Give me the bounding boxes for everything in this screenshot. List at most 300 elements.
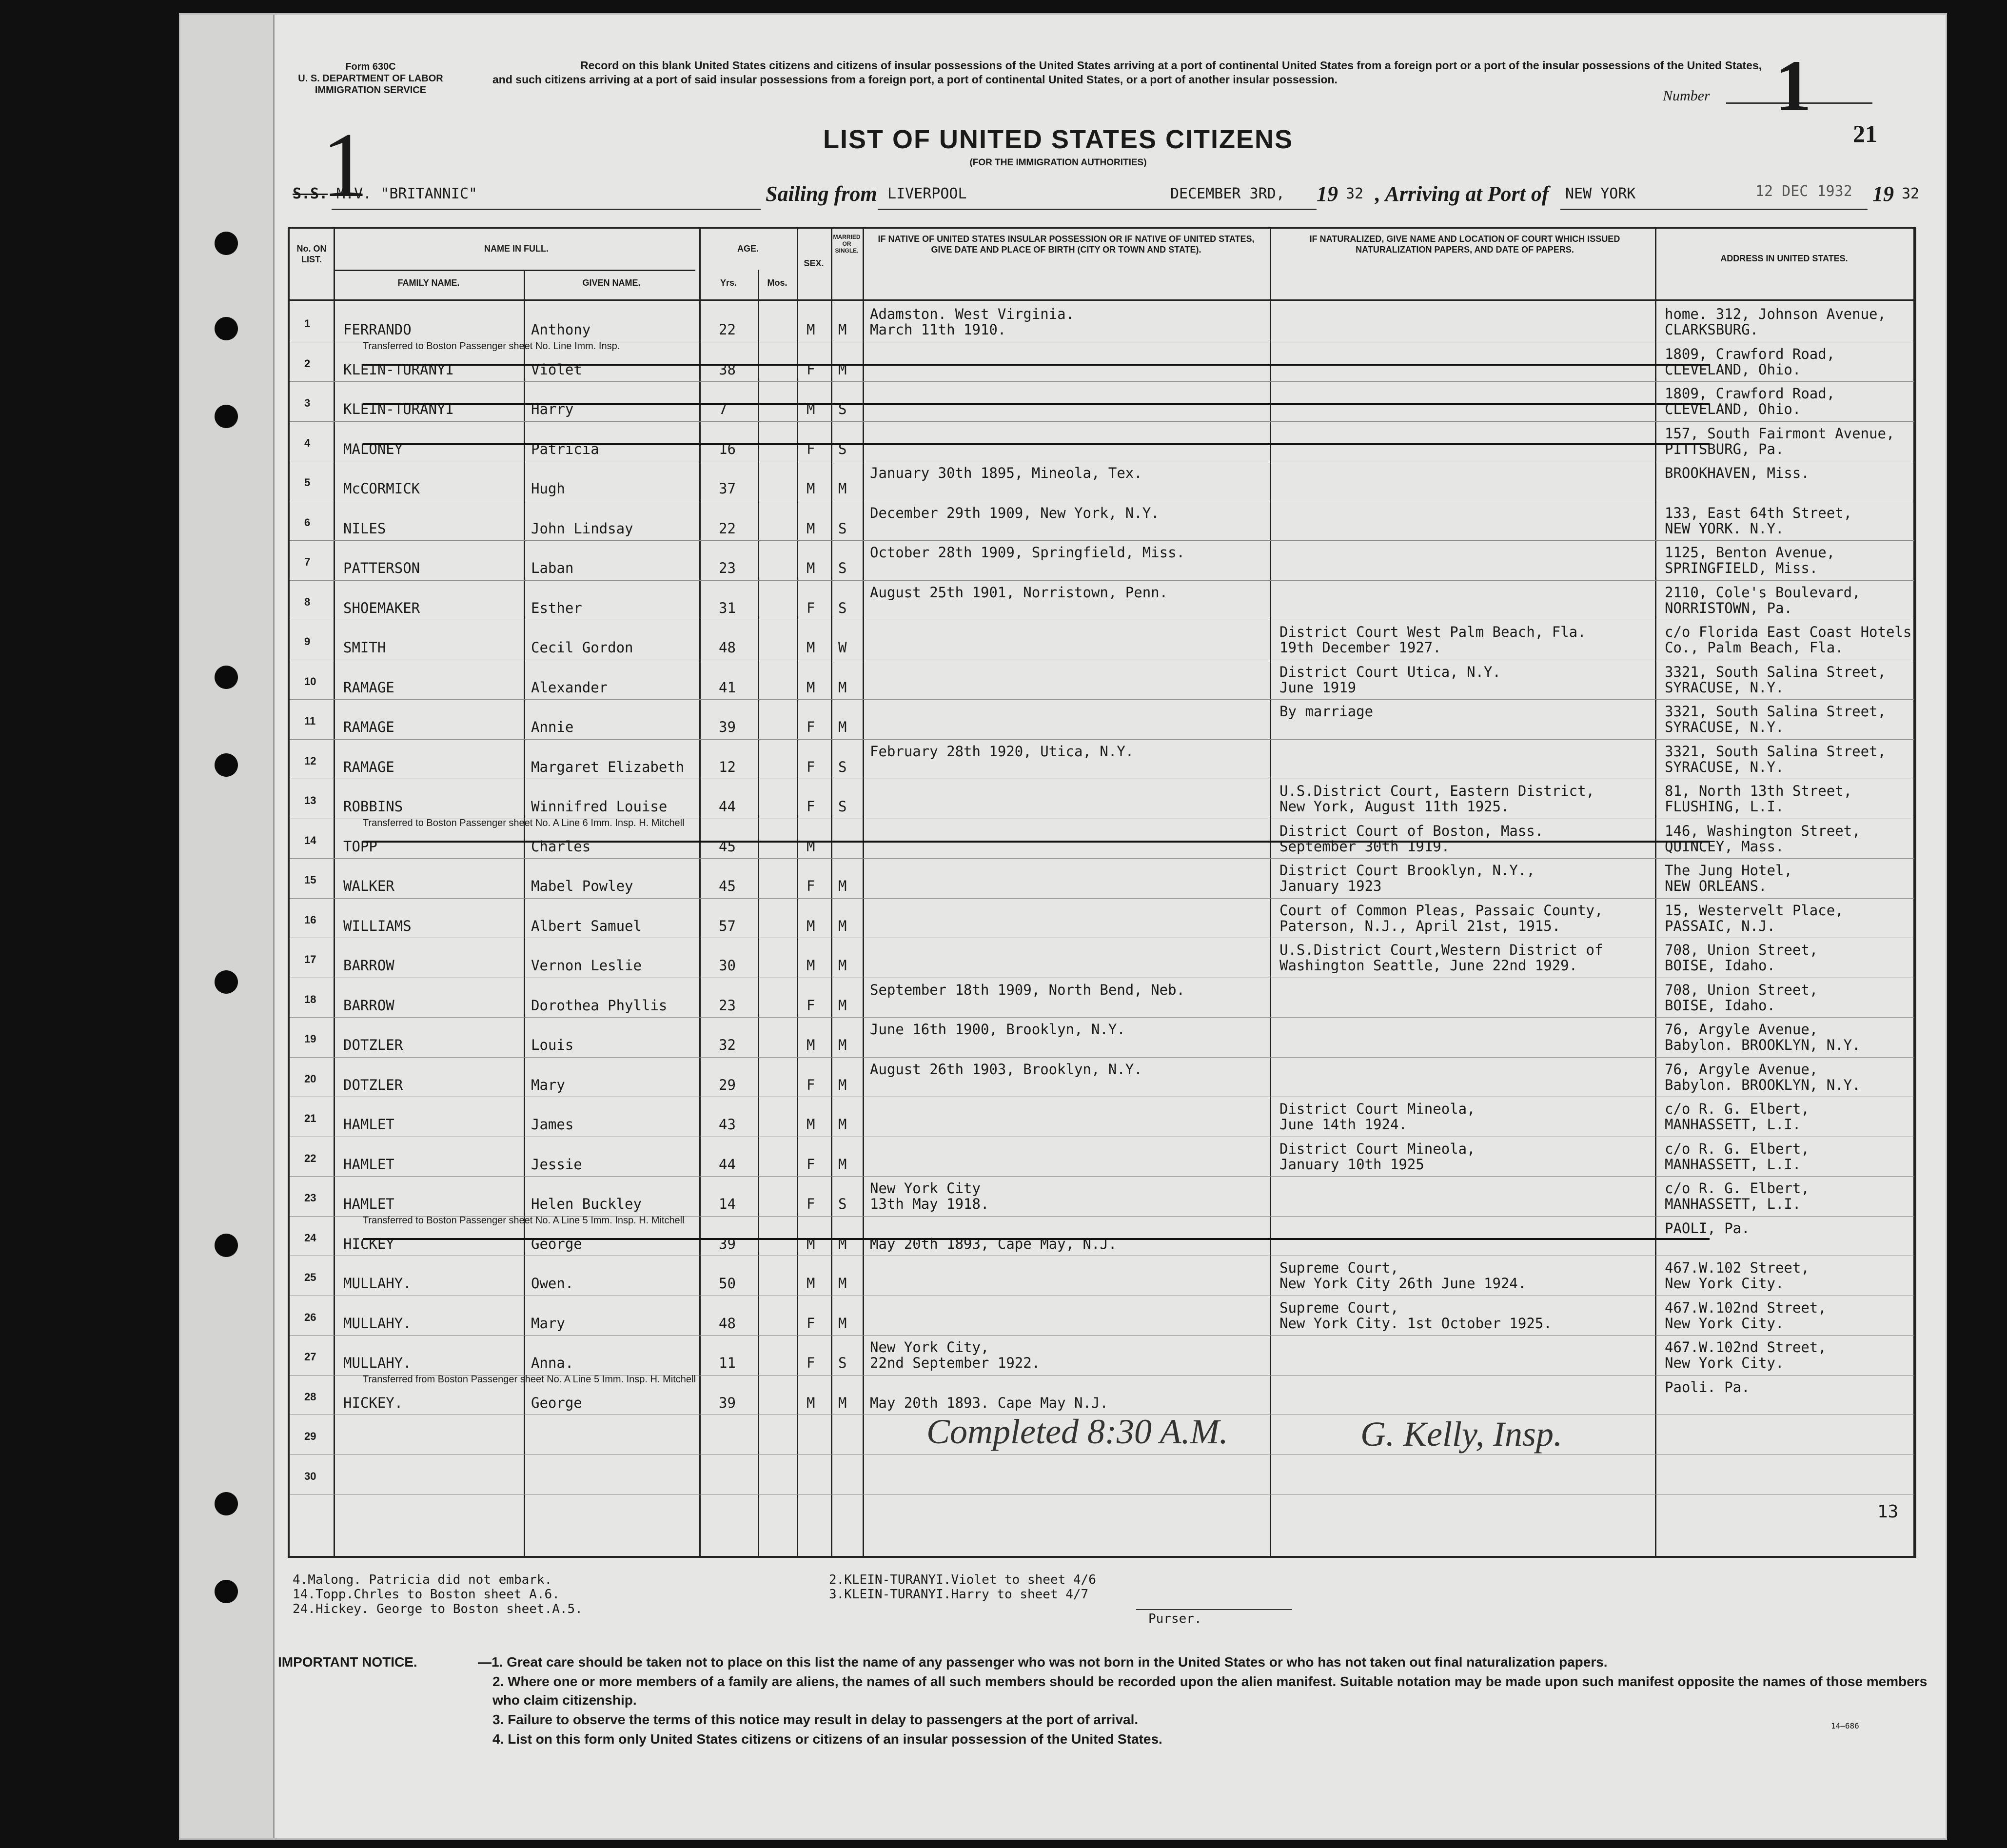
handwritten-mark: 1: [322, 114, 368, 216]
naturalization: District Court West Palm Beach, Fla.: [1279, 624, 1586, 640]
family-name: WALKER: [343, 878, 394, 894]
age-years: 39: [719, 719, 736, 735]
punch-hole: [215, 970, 238, 994]
given-name: George: [531, 1235, 582, 1252]
table-row: [290, 1335, 1914, 1375]
row-number: 9: [304, 635, 311, 648]
family-name: HAMLET: [343, 1116, 394, 1133]
given-name: Annie: [531, 719, 574, 735]
table-row: [290, 302, 1914, 341]
age-years: 30: [719, 957, 736, 974]
age-years: 45: [719, 838, 736, 855]
address-2: Babylon. BROOKLYN, N.Y.: [1665, 1076, 1861, 1093]
header-mos: Mos.: [767, 278, 787, 288]
address: 708, Union Street,: [1665, 942, 1818, 958]
purser-label: Purser.: [1148, 1612, 1202, 1626]
birth-info: Adamston. West Virginia.: [870, 306, 1075, 322]
family-name: DOTZLER: [343, 1076, 403, 1093]
given-name: John Lindsay: [531, 520, 633, 537]
row-number: 16: [304, 913, 316, 926]
age-years: 31: [719, 599, 736, 616]
given-name: Margaret Elizabeth: [531, 758, 685, 775]
naturalization-2: Washington Seattle, June 22nd 1929.: [1279, 957, 1578, 974]
marital-status: M: [838, 480, 847, 497]
sex: F: [807, 878, 815, 894]
page-title: LIST OF UNITED STATES CITIZENS: [823, 125, 1293, 154]
age-years: 39: [719, 1394, 736, 1411]
sex: F: [807, 440, 815, 457]
family-name: NILES: [343, 520, 386, 537]
age-years: 29: [719, 1076, 736, 1093]
row-number: 2: [304, 357, 311, 370]
address-2: SPRINGFIELD, Miss.: [1665, 560, 1818, 576]
table-row: [290, 1296, 1914, 1335]
naturalization-2: June 1919: [1279, 679, 1357, 696]
sailing-label: Sailing from: [766, 182, 877, 206]
address: 15, Westervelt Place,: [1665, 902, 1844, 919]
punch-hole: [215, 405, 238, 428]
sex: M: [807, 917, 815, 934]
address: 2110, Cole's Boulevard,: [1665, 584, 1861, 601]
marital-status: M: [838, 679, 847, 696]
birth-info: February 28th 1920, Utica, N.Y.: [870, 743, 1134, 760]
family-name: HAMLET: [343, 1196, 394, 1212]
family-name: RAMAGE: [343, 758, 394, 775]
naturalization-2: September 30th 1919.: [1279, 838, 1450, 855]
marital-status: M: [838, 1235, 847, 1252]
birth-info: August 25th 1901, Norristown, Penn.: [870, 584, 1168, 601]
header-address: ADDRESS IN UNITED STATES.: [1720, 254, 1848, 263]
sex: M: [807, 1235, 815, 1252]
family-name: KLEIN-TURANYI: [343, 401, 454, 417]
marital-status: M: [838, 957, 847, 974]
address: c/o R. G. Elbert,: [1665, 1180, 1810, 1197]
sex: F: [807, 1196, 815, 1212]
row-number: 12: [304, 754, 316, 767]
table-row: [290, 938, 1914, 977]
address-2: BOISE, Idaho.: [1665, 957, 1775, 974]
table-row: [290, 1455, 1914, 1494]
given-name: Laban: [531, 560, 574, 576]
family-name: MULLAHY.: [343, 1275, 412, 1292]
punch-hole: [215, 666, 238, 689]
footnote: 24.Hickey. George to Boston sheet.A.5.: [293, 1602, 583, 1616]
address-2: CLEVELAND, Ohio.: [1665, 361, 1801, 378]
given-name: George: [531, 1394, 582, 1411]
birth-info-2: 13th May 1918.: [870, 1196, 989, 1212]
naturalization-2: 19th December 1927.: [1279, 639, 1441, 656]
birth-info: Transferred to Boston Passenger sheet No. A Line 6 Imm. Insp. H. Mitchell: [363, 817, 685, 828]
number-value: 1: [1775, 45, 1811, 126]
address: 76, Argyle Avenue,: [1665, 1061, 1818, 1078]
address: 467.W.102nd Street,: [1665, 1299, 1827, 1316]
age-years: 23: [719, 560, 736, 576]
naturalization: District Court Utica, N.Y.: [1279, 663, 1501, 680]
header-married: MARRIED OR SINGLE.: [833, 234, 861, 254]
age-years: 48: [719, 1315, 736, 1332]
punch-hole: [215, 1492, 238, 1515]
marital-status: M: [838, 1037, 847, 1053]
address: BROOKHAVEN, Miss.: [1665, 465, 1810, 481]
row-number: 19: [304, 1033, 316, 1045]
row-number: 24: [304, 1231, 316, 1244]
sex: M: [807, 480, 815, 497]
address-2: FLUSHING, L.I.: [1665, 798, 1784, 815]
address-2: NEW YORK. N.Y.: [1665, 520, 1784, 537]
sex: F: [807, 758, 815, 775]
completed-annotation: Completed 8:30 A.M.: [926, 1412, 1228, 1451]
table-row: [290, 1176, 1914, 1216]
address: 157, South Fairmont Avenue,: [1665, 425, 1895, 442]
marital-status: W: [838, 639, 847, 656]
naturalization: Court of Common Pleas, Passaic County,: [1279, 902, 1603, 919]
given-name: Owen.: [531, 1275, 574, 1292]
inspector-signature: G. Kelly, Insp.: [1360, 1415, 1562, 1454]
table-row: [290, 1137, 1914, 1176]
row-number: 28: [304, 1390, 316, 1403]
table-row: [290, 540, 1914, 580]
address: 76, Argyle Avenue,: [1665, 1021, 1818, 1038]
table-row: [290, 620, 1914, 659]
age-years: 43: [719, 1116, 736, 1133]
port-to: NEW YORK: [1565, 185, 1636, 202]
address-2: New York City.: [1665, 1275, 1784, 1292]
marital-status: M: [838, 1156, 847, 1173]
birth-info: October 28th 1909, Springfield, Miss.: [870, 544, 1185, 561]
given-name: Alexander: [531, 679, 608, 696]
row-number: 13: [304, 794, 316, 806]
print-code: 14—686: [1831, 1721, 1859, 1730]
form-number: Form 630C: [345, 61, 396, 72]
footnote: 14.Topp.Chrles to Boston sheet A.6.: [293, 1587, 560, 1602]
birth-info: December 29th 1909, New York, N.Y.: [870, 504, 1160, 521]
family-name: BARROW: [343, 997, 394, 1014]
marital-status: M: [838, 917, 847, 934]
address: The Jung Hotel,: [1665, 862, 1792, 879]
table-row: [290, 501, 1914, 540]
age-years: 37: [719, 480, 736, 497]
marital-status: M: [838, 361, 847, 378]
age-years: 39: [719, 1235, 736, 1252]
naturalization: U.S.District Court,Western District of: [1279, 942, 1603, 958]
table-row: [290, 1017, 1914, 1057]
footnote: 3.KLEIN-TURANYI.Harry to sheet 4/7: [829, 1587, 1089, 1602]
row-number: 8: [304, 595, 311, 608]
marital-status: M: [838, 997, 847, 1014]
table-row: [290, 699, 1914, 739]
row-number: 3: [304, 397, 311, 409]
given-name: James: [531, 1116, 574, 1133]
marital-status: M: [838, 1315, 847, 1332]
given-name: Violet: [531, 361, 582, 378]
manifest-page: [180, 15, 1946, 1838]
table-row: [290, 819, 1914, 858]
address: 1809, Crawford Road,: [1665, 345, 1835, 362]
header-family: FAMILY NAME.: [397, 278, 460, 288]
arrival-stamp: 12 DEC 1932: [1755, 183, 1852, 200]
notice-item: —1. Great care should be taken not to place on this list the name of any passenger who was not born in the United States or who has not taken out final naturalization papers.: [478, 1654, 1608, 1670]
passenger-count: 13: [1877, 1502, 1899, 1522]
given-name: Esther: [531, 599, 582, 616]
birth-info-2: May 20th 1893. Cape May N.J.: [870, 1394, 1108, 1411]
address-2: New York City.: [1665, 1355, 1784, 1371]
address-2: NORRISTOWN, Pa.: [1665, 599, 1792, 616]
marital-status: M: [838, 878, 847, 894]
family-name: RAMAGE: [343, 679, 394, 696]
header-birth: IF NATIVE OF UNITED STATES INSULAR POSSESSION OR IF NATIVE OF UNITED STATES, GIVE DATE AND PLACE OF BIRTH (CITY OR TOWN AND STATE).: [878, 234, 1255, 255]
age-years: 38: [719, 361, 736, 378]
marital-status: S: [838, 520, 847, 537]
passenger-table: [288, 227, 1916, 1558]
naturalization: U.S.District Court, Eastern District,: [1279, 783, 1595, 799]
table-row: [290, 858, 1914, 898]
table-row: [290, 978, 1914, 1017]
footnotes-right: [829, 1573, 1096, 1602]
given-name: Charles: [531, 838, 591, 855]
header-sex: SEX.: [804, 258, 824, 268]
naturalization: District Court Mineola,: [1279, 1101, 1476, 1117]
age-years: 23: [719, 997, 736, 1014]
naturalization: District Court Mineola,: [1279, 1140, 1476, 1157]
family-name: MALONEY: [343, 440, 403, 457]
sex: M: [807, 560, 815, 576]
sex: M: [807, 1037, 815, 1053]
age-years: 57: [719, 917, 736, 934]
row-number: 26: [304, 1311, 316, 1323]
purser-signature-line: [1136, 1609, 1292, 1610]
address: 1125, Benton Avenue,: [1665, 544, 1835, 561]
age-years: 32: [719, 1037, 736, 1053]
page-subtitle: (FOR THE IMMIGRATION AUTHORITIES): [969, 157, 1147, 168]
naturalization: Supreme Court,: [1279, 1299, 1399, 1316]
number-label: Number: [1663, 88, 1710, 104]
punch-hole: [215, 1234, 238, 1257]
family-name: SMITH: [343, 639, 386, 656]
marital-status: S: [838, 440, 847, 457]
binding-strip: [180, 15, 275, 1838]
service: IMMIGRATION SERVICE: [315, 85, 427, 96]
address: c/o R. G. Elbert,: [1665, 1101, 1810, 1117]
given-name: Anthony: [531, 321, 591, 338]
table-row: [290, 580, 1914, 620]
row-number: 18: [304, 993, 316, 1005]
family-name: MULLAHY.: [343, 1355, 412, 1371]
row-number: 25: [304, 1271, 316, 1283]
footnotes-left: [293, 1573, 583, 1616]
punch-hole: [215, 317, 238, 340]
row-number: 30: [304, 1470, 316, 1482]
sex: M: [807, 838, 815, 855]
family-name: HICKEY: [343, 1235, 394, 1252]
sex: M: [807, 401, 815, 417]
address-2: PITTSBURG, Pa.: [1665, 440, 1784, 457]
row-number: 14: [304, 834, 316, 846]
table-row: [290, 779, 1914, 818]
family-name: MULLAHY.: [343, 1315, 412, 1332]
sex: F: [807, 997, 815, 1014]
given-name: Jessie: [531, 1156, 582, 1173]
address-2: MANHASSETT, L.I.: [1665, 1196, 1801, 1212]
page-number: 21: [1853, 120, 1877, 147]
form-instructions: Record on this blank United States citizens and citizens of insular possessions of the United States arriving at a port of continental United States from a foreign port or a port of the insular possessions of the United States, and such citizens arriving at a port of said insular possessions from a foreign port, a port of continental United States, or a port of another insular possession.: [492, 59, 1762, 86]
address: 3321, South Salina Street,: [1665, 743, 1886, 760]
given-name: Vernon Leslie: [531, 957, 642, 974]
age-years: 44: [719, 798, 736, 815]
given-name: Louis: [531, 1037, 574, 1053]
notice-title: IMPORTANT NOTICE.: [278, 1654, 417, 1670]
address-2: MANHASSETT, L.I.: [1665, 1116, 1801, 1133]
birth-info-2: May 20th 1893, Cape May, N.J.: [870, 1235, 1117, 1252]
table-row: [290, 342, 1914, 381]
age-years: 44: [719, 1156, 736, 1173]
address-2: Babylon. BROOKLYN, N.Y.: [1665, 1037, 1861, 1053]
family-name: HAMLET: [343, 1156, 394, 1173]
header-age: AGE.: [737, 244, 759, 254]
birth-info: June 16th 1900, Brooklyn, N.Y.: [870, 1021, 1125, 1038]
marital-status: M: [838, 321, 847, 338]
header-naturalized: IF NATURALIZED, GIVE NAME AND LOCATION OF COURT WHICH ISSUED NATURALIZATION PAPERS, AND DATE OF PAPERS.: [1309, 234, 1620, 255]
footnote: 2.KLEIN-TURANYI.Violet to sheet 4/6: [829, 1573, 1096, 1587]
given-name: Mary: [531, 1076, 565, 1093]
footnote: 4.Malong. Patricia did not embark.: [293, 1573, 552, 1587]
notice-item: 3. Failure to observe the terms of this notice may result in delay to passengers at the port of arrival.: [492, 1712, 1139, 1727]
address-2: New York City.: [1665, 1315, 1784, 1332]
naturalization: Supreme Court,: [1279, 1259, 1399, 1276]
birth-info: September 18th 1909, North Bend, Neb.: [870, 981, 1185, 998]
address-2: QUINCEY, Mass.: [1665, 838, 1784, 855]
birth-info: Transferred to Boston Passenger sheet No. Line Imm. Insp.: [363, 340, 620, 352]
row-number: 6: [304, 516, 311, 529]
marital-status: M: [838, 1116, 847, 1133]
address-2: NEW ORLEANS.: [1665, 878, 1767, 894]
family-name: KLEIN-TURANYI: [343, 361, 454, 378]
naturalization-2: January 1923: [1279, 878, 1382, 894]
naturalization-2: New York City 26th June 1924.: [1279, 1275, 1527, 1292]
birth-info-2: 22nd September 1922.: [870, 1355, 1041, 1371]
arrival-year-prefix: 19: [1872, 182, 1894, 206]
given-name: Albert Samuel: [531, 917, 642, 934]
voyage-line: [293, 182, 1921, 215]
family-name: FERRANDO: [343, 321, 412, 338]
notice-item: 4. List on this form only United States citizens or citizens of an insular possession of the United States.: [492, 1731, 1162, 1747]
address-2: PASSAIC, N.J.: [1665, 917, 1775, 934]
age-years: 50: [719, 1275, 736, 1292]
given-name: Cecil Gordon: [531, 639, 633, 656]
age-years: 45: [719, 878, 736, 894]
year-prefix: 19: [1317, 182, 1338, 206]
departure-year: 32: [1346, 185, 1364, 202]
sex: F: [807, 719, 815, 735]
address: home. 312, Johnson Avenue,: [1665, 306, 1886, 322]
row-number: 5: [304, 476, 311, 489]
age-years: 22: [719, 321, 736, 338]
address-2: Co., Palm Beach, Fla.: [1665, 639, 1844, 656]
address: 3321, South Salina Street,: [1665, 703, 1886, 720]
given-name: Hugh: [531, 480, 565, 497]
address-2: SYRACUSE, N.Y.: [1665, 758, 1784, 775]
marital-status: M: [838, 719, 847, 735]
address: c/o R. G. Elbert,: [1665, 1140, 1810, 1157]
marital-status: S: [838, 758, 847, 775]
table-row: [290, 1216, 1914, 1256]
family-name: SHOEMAKER: [343, 599, 420, 616]
naturalization-2: New York, August 11th 1925.: [1279, 798, 1510, 815]
sex: F: [807, 798, 815, 815]
age-years: 22: [719, 520, 736, 537]
sex: M: [807, 321, 815, 338]
header-name: NAME IN FULL.: [484, 244, 549, 254]
vessel-name: M.V. "BRITANNIC": [336, 185, 477, 202]
arrival-year: 32: [1902, 185, 1920, 202]
family-name: BARROW: [343, 957, 394, 974]
birth-info: Transferred to Boston Passenger sheet No. A Line 5 Imm. Insp. H. Mitchell: [363, 1215, 685, 1226]
departure-date: DECEMBER 3RD,: [1170, 185, 1285, 202]
sex: F: [807, 1156, 815, 1173]
table-row: [290, 461, 1914, 500]
sex: F: [807, 599, 815, 616]
row-number: 10: [304, 675, 316, 688]
address: 146, Washington Street,: [1665, 822, 1861, 839]
marital-status: M: [838, 1394, 847, 1411]
given-name: Mary: [531, 1315, 565, 1332]
marital-status: S: [838, 1355, 847, 1371]
table-row: [290, 381, 1914, 421]
address-2: MANHASSETT, L.I.: [1665, 1156, 1801, 1173]
family-name: HICKEY.: [343, 1394, 403, 1411]
sex: F: [807, 1315, 815, 1332]
birth-info: New York City,: [870, 1339, 989, 1356]
age-years: 48: [719, 639, 736, 656]
address: 3321, South Salina Street,: [1665, 663, 1886, 680]
address: PAOLI, Pa.: [1665, 1219, 1750, 1237]
birth-info-2: March 11th 1910.: [870, 321, 1006, 338]
row-number: 1: [304, 317, 311, 330]
sex: M: [807, 520, 815, 537]
given-name: Harry: [531, 401, 574, 417]
sex: F: [807, 361, 815, 378]
age-years: 41: [719, 679, 736, 696]
table-row: [290, 1057, 1914, 1097]
header-yrs: Yrs.: [720, 278, 737, 288]
arriving-label: , Arriving at Port of: [1375, 182, 1549, 206]
address: Paoli. Pa.: [1665, 1378, 1750, 1396]
table-row: [290, 1097, 1914, 1136]
birth-info: August 26th 1903, Brooklyn, N.Y.: [870, 1061, 1142, 1078]
given-name: Anna.: [531, 1355, 574, 1371]
sex: F: [807, 1076, 815, 1093]
notice-item: 2. Where one or more members of a family are aliens, the names of all such members should be recorded upon the alien manifest. Suitable notation may be made upon such manifest opposite the names of those members who claim citizenship.: [492, 1674, 1928, 1708]
sex: M: [807, 1394, 815, 1411]
address: 467.W.102 Street,: [1665, 1259, 1810, 1276]
sex: M: [807, 639, 815, 656]
birth-info: January 30th 1895, Mineola, Tex.: [870, 465, 1142, 481]
address: 467.W.102nd Street,: [1665, 1339, 1827, 1356]
family-name: TOPP: [343, 838, 377, 855]
row-number: 21: [304, 1112, 316, 1124]
naturalization-2: New York City. 1st October 1925.: [1279, 1315, 1552, 1332]
address: 708, Union Street,: [1665, 981, 1818, 998]
department: U. S. DEPARTMENT OF LABOR: [298, 73, 443, 84]
address-2: SYRACUSE, N.Y.: [1665, 719, 1784, 735]
family-name: PATTERSON: [343, 560, 420, 576]
table-row: [290, 898, 1914, 938]
age-years: 16: [719, 440, 736, 457]
row-number: 11: [304, 715, 316, 727]
address-2: CLEVELAND, Ohio.: [1665, 401, 1801, 417]
age-years: 14: [719, 1196, 736, 1212]
row-number: 7: [304, 556, 311, 568]
header-no: No. ON LIST.: [296, 244, 327, 264]
